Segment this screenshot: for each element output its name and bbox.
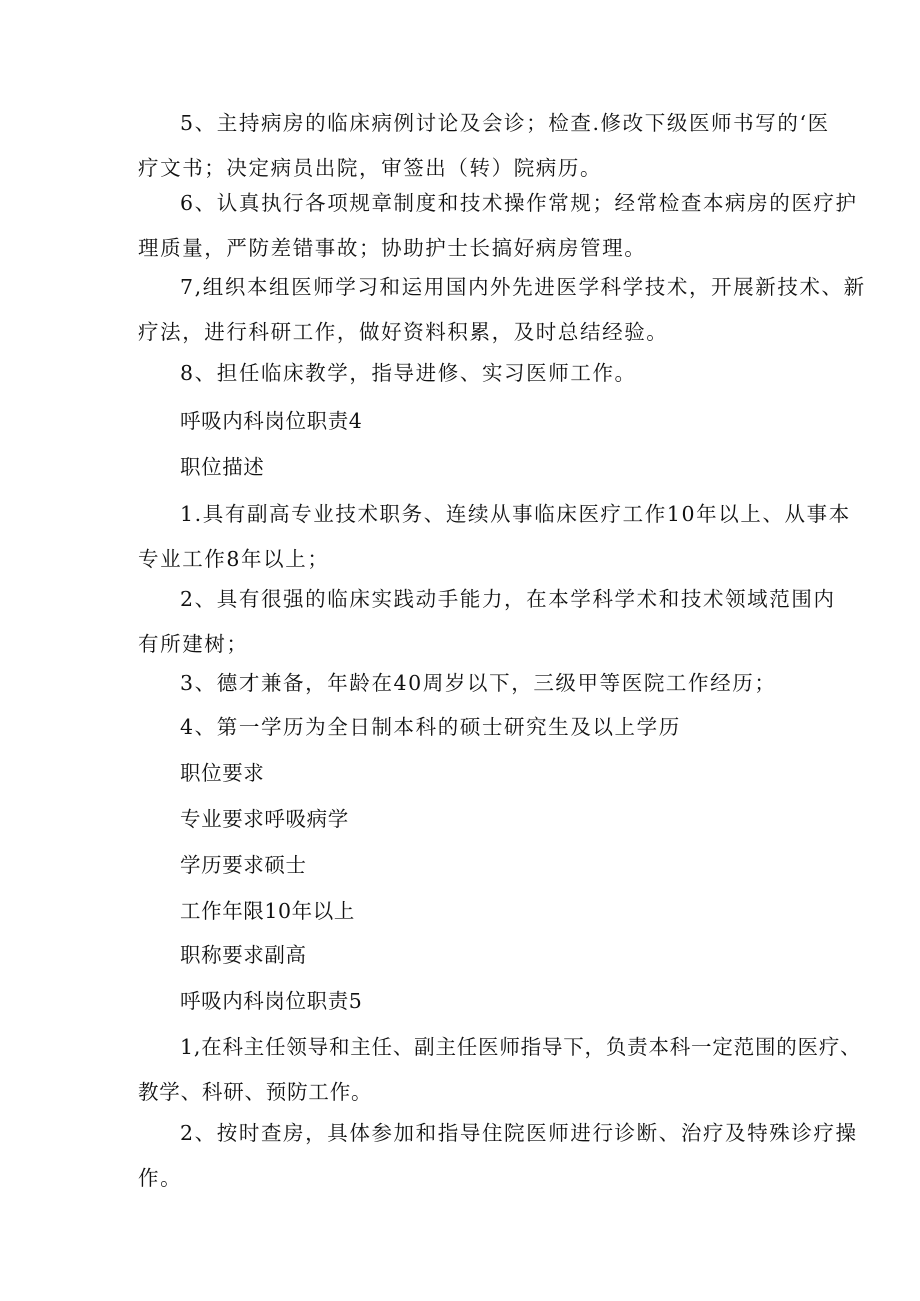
duty-item-6	[138, 181, 858, 271]
duty-item-5	[138, 101, 830, 191]
text-line: 7,组织本组医师学习和运用国内外先进医学科学技术，开展新技术、新	[180, 275, 866, 299]
duty-item-7	[138, 265, 866, 355]
text-line: 疗文书；决定病员出院，审签出（转）院病历。	[138, 156, 603, 180]
text-line: 2、具有很强的临床实践动手能力，在本学科学术和技术领域范围内	[180, 587, 836, 611]
description-item-2	[138, 577, 836, 667]
text-line: 3、德才兼备，年龄在40周岁以下，三级甲等医院工作经历；	[180, 671, 777, 695]
requirement-title	[180, 933, 800, 978]
duty-item-8	[180, 351, 800, 396]
description-item-4	[180, 705, 800, 750]
text-line: 工作年限10年以上	[180, 899, 355, 923]
text-line: 1.具有副高专业技术职务、连续从事临床医疗工作10年以上、从事本	[180, 502, 851, 526]
text-line: 理质量，严防差错事故；协助护士长搞好病房管理。	[138, 236, 647, 260]
text-line: 5、主持病房的临床病例讨论及会诊；检查.修改下级医师书写的‘医	[180, 111, 830, 135]
text-line: 疗法，进行科研工作，做好资料积累，及时总结经验。	[138, 320, 669, 344]
heading-text: 职位描述	[180, 455, 265, 479]
requirement-major	[180, 797, 800, 842]
requirement-experience	[180, 889, 800, 934]
heading-text: 呼吸内科岗位职责4	[180, 409, 363, 433]
text-line: 作。	[138, 1166, 183, 1190]
description-item-1	[138, 492, 851, 582]
duty5-item-2	[138, 1111, 858, 1201]
text-line: 4、第一学历为全日制本科的硕士研究生及以上学历	[180, 715, 681, 739]
text-line: 有所建树；	[138, 632, 249, 656]
text-line: 6、认真执行各项规章制度和技术操作常规；经常检查本病房的医疗护	[180, 191, 858, 215]
text-line: 1,在科主任领导和主任、副主任医师指导下，负责本科一定范围的医疗、	[180, 1035, 862, 1059]
position-description-heading	[180, 445, 800, 490]
description-item-3	[180, 661, 800, 706]
heading-text: 呼吸内科岗位职责5	[180, 989, 363, 1013]
duty5-item-1	[138, 1025, 862, 1115]
text-line: 教学、科研、预防工作。	[138, 1080, 373, 1104]
section-heading-4	[180, 399, 800, 444]
position-requirements-heading	[180, 751, 800, 796]
requirement-education	[180, 843, 800, 888]
text-line: 专业要求呼吸病学	[180, 807, 349, 831]
text-line: 学历要求硕士	[180, 853, 307, 877]
text-line: 8、担任临床教学，指导进修、实习医师工作。	[180, 361, 637, 385]
text-line: 2、按时查房，具体参加和指导住院医师进行诊断、治疗及特殊诊疗操	[180, 1121, 858, 1145]
section-heading-5	[180, 979, 800, 1024]
text-line: 职称要求副高	[180, 943, 307, 967]
heading-text: 职位要求	[180, 761, 265, 785]
text-line: 专业工作8年以上；	[138, 547, 330, 571]
